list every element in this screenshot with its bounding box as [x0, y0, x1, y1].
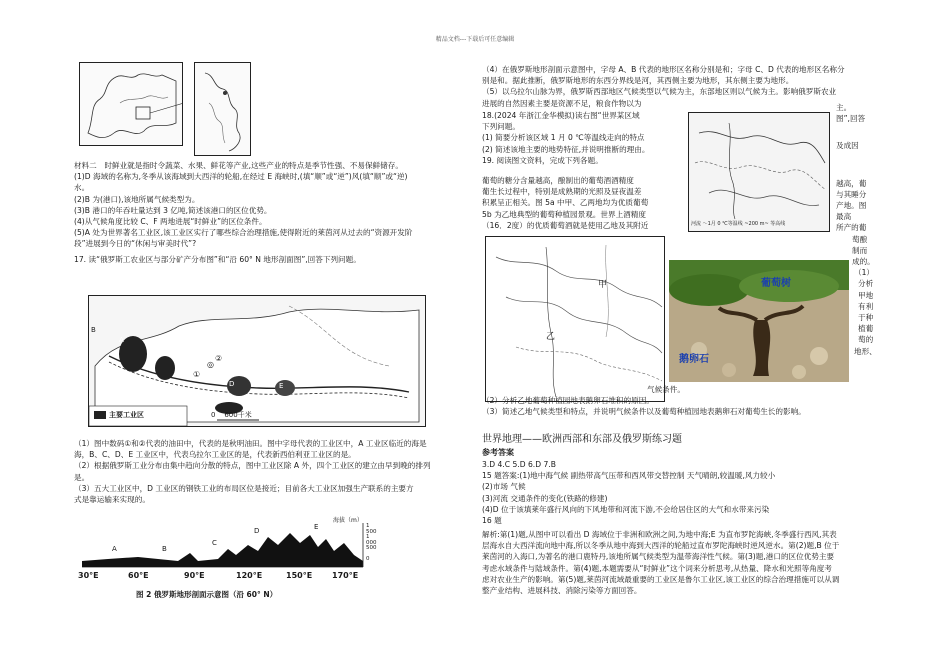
side-note: 最高 [836, 212, 852, 222]
side-note: 主。 [836, 103, 852, 112]
answers-block [482, 459, 882, 526]
europe-map-drawing [80, 63, 182, 145]
profile-y-tick: 500 [366, 545, 377, 551]
text-line: 葡生长过程中，特别是成熟期的光照及昼夜温差 [482, 187, 642, 197]
explanation-line: 层海水自大西洋流向地中海,所以冬季从地中海到大西洋的轮船过直布罗陀海峡时逆风逆水。第(2)题,B 位于 [482, 541, 840, 551]
question-18-block [482, 110, 682, 166]
text-line: （1）图中数码①和②代表的油田中，代表的是秋明油田。图中字母代表的工业区中，A 工业区临近的海是 [74, 439, 427, 448]
answer-line: 3.D 4.C 5.D 6.D 7.B [482, 460, 556, 469]
region-map-legend: 河流 ～1月 0 ℃等温线 ~200 m~ 等高线 [691, 221, 786, 227]
question-17: 17. 读“俄罗斯工农业区与部分矿产分布图”和“沿 60° N 地形剖面图”,回答下列问题。 [74, 254, 361, 264]
profile-x-tick: 170°E [332, 571, 359, 580]
profile-figure [78, 515, 378, 605]
after-photo-block [482, 384, 882, 418]
text-line: 是。 [74, 472, 90, 482]
map-label-c: C [149, 364, 154, 372]
answer-line: (2)市场 气候 [482, 482, 526, 492]
text-line: 段”进展到今日的“休闲与审美时代”? [74, 239, 197, 249]
text-line: （4）在俄罗斯地形剖面示意图中，字母 A、B 代表的地形区名称分别是和；字母 C、D 代表的地形区名称分 [482, 65, 845, 74]
side-note: 分析 [858, 279, 874, 289]
text-line: (2)B 为(港口),该地所属气候类型为。 [74, 194, 200, 204]
side-note: 萄的 [858, 335, 874, 345]
inset-map-drawing [195, 63, 250, 155]
map-scale: 0 600千米 [211, 411, 252, 419]
explanation-line: 莱茵河的入海口,为著名的港口鹿特丹,该地所属气候类型为温带海洋性气候。第(3)题,港口的区位优势主要 [482, 552, 835, 562]
profile-letter: D [254, 527, 260, 535]
profile-letter: C [212, 539, 217, 547]
text-line: (4)从气候角度比较 C、F 两地进展“时鲜业”的区位条件。 [74, 217, 267, 227]
map-label-2: ② [215, 354, 223, 363]
profile-y-tick: 1 000 [366, 534, 377, 546]
profile-letter: A [112, 545, 117, 553]
text-line: 18.(2024 年浙江金华模拟)读右图“世界某区域 [482, 111, 640, 120]
side-note: 成的。 [852, 257, 875, 267]
text-line: (3)B 港口的年吞吐量达到 3 亿吨,简述该港口的区位优势。 [74, 205, 272, 215]
answer-line: (3)河流 交通条件的变化(铁路的修建) [482, 493, 608, 503]
map-label-1: ① [193, 370, 201, 379]
europe-map [79, 62, 183, 146]
text-line: （3）简述乙地气候类型和特点，并说明气候条件以及葡萄种植园地表鹅卵石对葡萄生长的影响。 [482, 407, 806, 417]
map-legend: 主要工业区 [109, 411, 144, 419]
text-line: 材料二 时鲜业就是指时令蔬菜、水果、鲜花等产业,这些产业的特点是季节性强、不易保鲜储存。 [74, 161, 403, 170]
text-line: 别是和。据此推断，俄罗斯地形的东西分界线是河，其西侧主要为地形，其东侧主要为地形。 [482, 76, 794, 86]
side-note: 越高，葡 [836, 178, 867, 188]
map-label-e: E [279, 382, 284, 390]
profile-letter: B [162, 545, 167, 553]
photo-label-stone: 鹅卵石 [679, 354, 709, 365]
right-top-block [482, 64, 882, 109]
side-note: 甲地 [858, 290, 874, 300]
text-line: 气候条件。 [647, 385, 685, 394]
side-note: 植葡 [858, 324, 874, 334]
explanation-line: 考虑水域条件与陆域条件。第(4)题,本题需要从“时鲜业”这个词来分析思考,从热量、降水和光照等角度考 [482, 563, 832, 573]
text-line: 式是靠运输来实现的。 [74, 495, 150, 505]
side-note: 制而 [852, 245, 868, 255]
text-line: （2）根据俄罗斯工业分布由集中趋向分散的特点，图中工业区除 A 外，四个工业区的建立由早到晚的排列 [74, 461, 431, 471]
map-label-d: D [229, 380, 235, 388]
map-label-b: B [91, 326, 96, 334]
map-label-yi: 乙 [546, 332, 556, 342]
text-line: （5）以乌拉尔山脉为界，俄罗斯西部地区气候类型以气候为主，东部地区则以气候为主。影响俄罗斯农业 [482, 87, 837, 97]
section-title: 世界地理——欧洲西部和东部及俄罗斯练习题 [482, 434, 682, 445]
profile-y-tick: 0 [366, 556, 370, 562]
side-note: 图”,回答 [836, 114, 866, 124]
world-region-map [688, 112, 830, 232]
text-line: (1) 简要分析该区域 1 月 0 ℃等温线走向的特点 [482, 133, 645, 143]
explanation-block [482, 529, 882, 596]
text-line: 水。 [74, 183, 90, 193]
text-line: 葡萄的糖分含量越高，酿制出的葡萄酒酒精度 [482, 176, 634, 185]
map-label-symbol: ◎ [207, 360, 214, 369]
side-note: 地形、 [854, 346, 877, 356]
profile-letter: E [314, 523, 319, 531]
russia-map-drawing [89, 296, 425, 426]
answers-heading: 参考答案 [482, 448, 514, 457]
vineyard-photo [669, 260, 849, 382]
side-note: 于种 [858, 313, 874, 323]
profile-unit: 海拔（m） [333, 517, 363, 524]
text-line: (2) 简述该地主要的地势特征,并说明推断的理由。 [482, 144, 650, 154]
photo-label-tree: 葡萄树 [761, 278, 791, 289]
profile-x-tick: 150°E [286, 571, 313, 580]
profile-x-tick: 90°E [184, 571, 205, 580]
side-note: 萄酿 [852, 234, 868, 244]
text-line: (5)A 处为世界著名工业区,该工业区实行了哪些综合治理措施,使得附近的莱茵河从过去的“资源开发阶 [74, 228, 413, 238]
russia-map [88, 295, 426, 427]
answer-line: (4)D 位于该填莱年盛行风向的下风地带和河流下游,不会给居住区的大气和水带来污染 [482, 504, 770, 514]
answer-line: 16 题 [482, 516, 502, 526]
vineyard-map-drawing [486, 237, 664, 401]
profile-x-tick: 30°E [78, 571, 99, 580]
side-note: 所产的葡 [836, 223, 867, 233]
left-para-block [74, 438, 454, 505]
text-line: 下列问题。 [482, 122, 520, 132]
text-line: 海，B、C、D、E 工业区中，代表乌拉尔工业区的是，代表新西伯利亚工业区的是。 [74, 450, 356, 460]
inset-map [194, 62, 251, 156]
page-header: 精品文档---下载后可任意编辑 [435, 36, 515, 43]
vineyard-location-map [485, 236, 665, 402]
text-line: 19. 阅读图文资料，完成下列各题。 [482, 155, 603, 165]
side-note: 及成因 [836, 141, 859, 151]
text-line: （16．2度）的优质葡萄酒就是使用乙地及其附近 [482, 220, 649, 230]
side-note: （1） [854, 268, 875, 278]
side-note: 有利 [858, 301, 874, 311]
answer-line: 15 题答案:(1)地中海气候 副热带高气压带和西风带交替控制 天气晴朗,较温暖,风力较小 [482, 471, 776, 481]
text-line: 积累呈正相关。图 5a 中甲、乙两地均为优质葡萄 [482, 198, 649, 208]
map-label-jia: 甲 [598, 280, 608, 290]
text-line: 5b 为乙地典型的葡萄种植园景观。世界上酒精度 [482, 209, 646, 219]
profile-y-tick: 1 500 [366, 523, 377, 535]
map-label-a: A [119, 336, 124, 344]
profile-x-tick: 60°E [128, 571, 149, 580]
profile-x-tick: 120°E [236, 571, 263, 580]
explanation-line: 整产业结构、进展科技、消除污染等方面回答。 [482, 586, 642, 596]
left-text-block [74, 160, 454, 265]
question-19-text [482, 175, 682, 231]
text-line: （3）五大工业区中，D 工业区的钢铁工业的布局区位是接近；目前各大工业区加强生产联系的主要方 [74, 483, 414, 493]
profile-caption: 图 2 俄罗斯地形剖面示意图（沿 60° N） [136, 590, 278, 599]
text-line: (1)D 海域的名称为,冬季从该海域到大西洋的轮船,在经过 E 海峡时,(填“顺”或“逆”)风(填“顺”或“逆) [74, 172, 408, 182]
text-line: 进展的自然因素主要是资源不足，粮食作物以为 [482, 98, 642, 108]
text-line: （2）分析乙地葡萄种植园地表鹅卵石堆积的原因。 [482, 396, 654, 406]
side-note: 与其睡分 [836, 189, 867, 199]
region-map-drawing [689, 113, 829, 221]
side-note: 产地。图 [836, 201, 867, 211]
explanation-line: 虑对农业生产的影响。第(5)题,莱茵河流域最重要的工业区是鲁尔工业区,该工业区的综合治理措施可以从调 [482, 574, 840, 584]
explanation-line: 解析:第(1)题,从图中可以看出 D 海域位于非洲和欧洲之间,为地中海;E 为直布罗陀海峡,冬季盛行西风,其表 [482, 530, 837, 539]
